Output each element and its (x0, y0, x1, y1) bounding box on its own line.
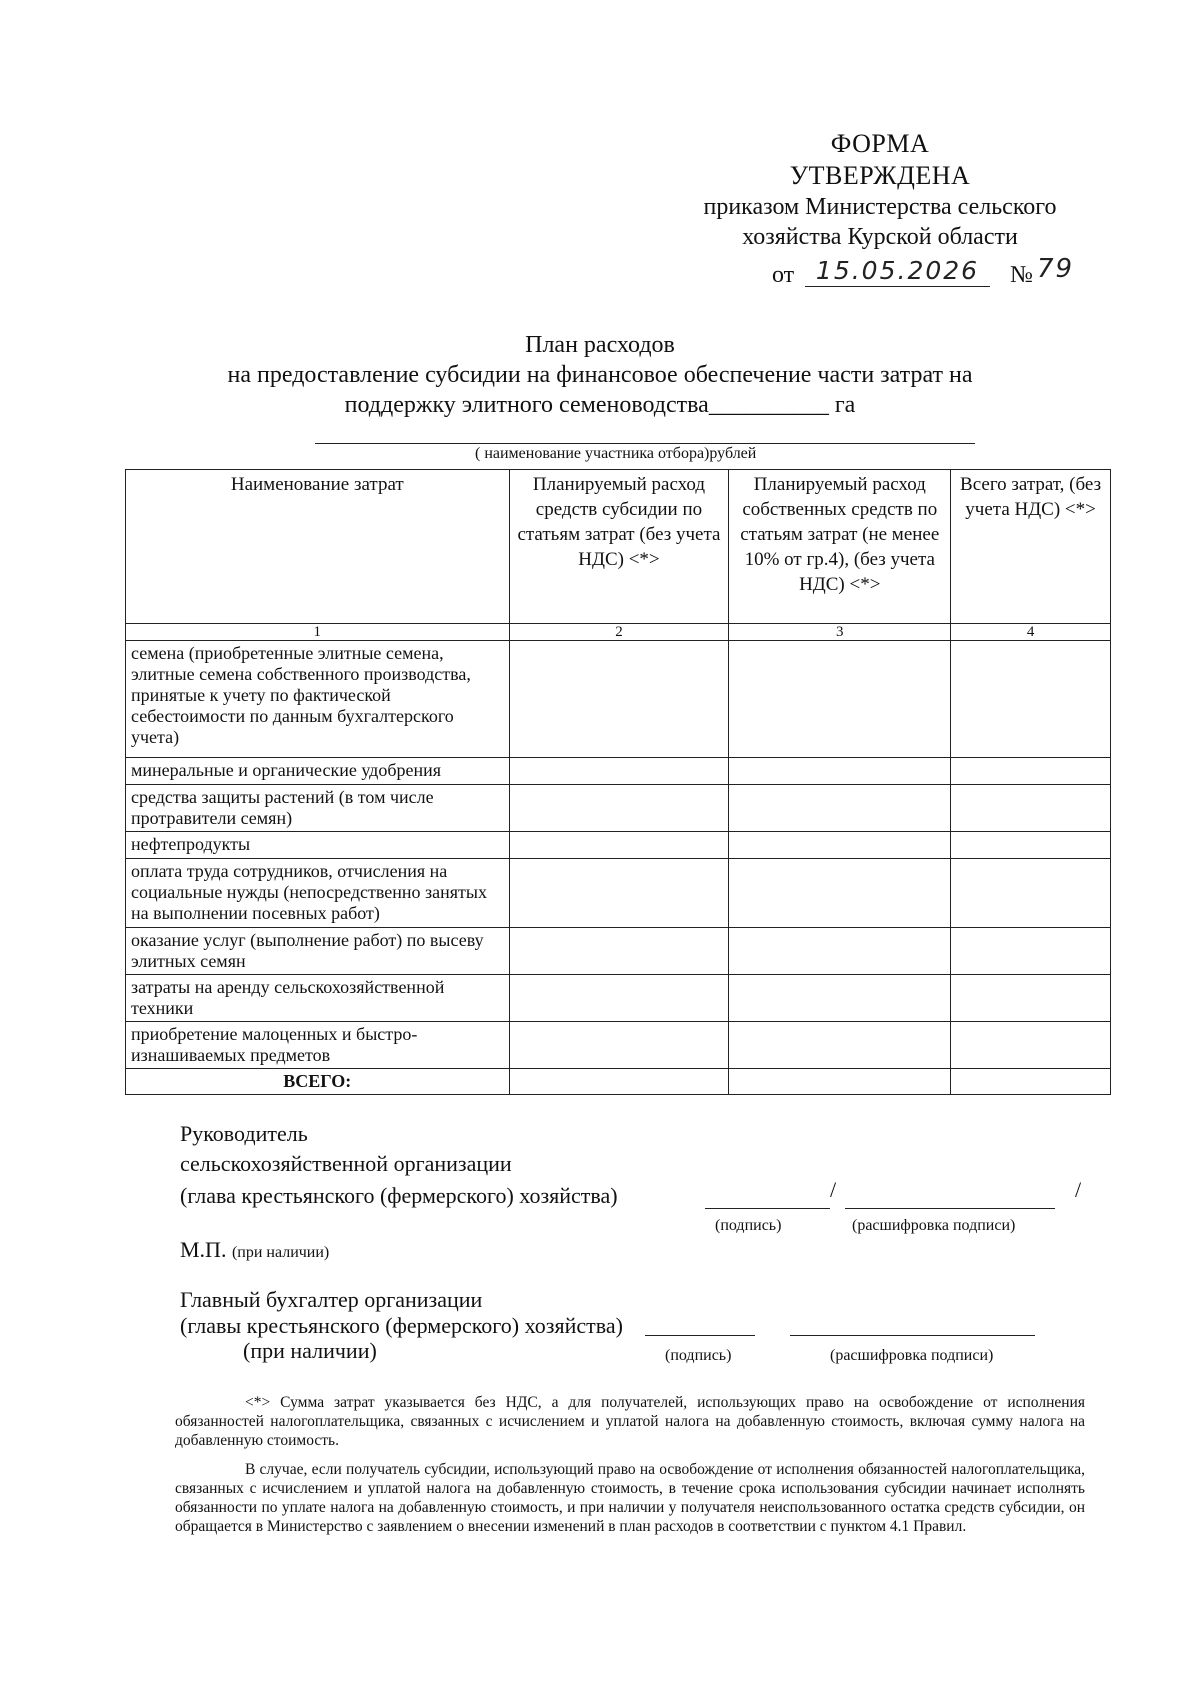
head-decode-caption: (расшифровка подписи) (852, 1217, 1016, 1234)
approval-date-number (772, 254, 1102, 302)
accountant-title-line3: (при наличии) (243, 1338, 377, 1363)
footnote-vat: <*> Сумма затрат указывается без НДС, а для получателей, использующих право на освобождение от исполнения обязанностей налогоплательщика, связанных с исчислением и уплатой налога на добавленную стоимость, включая сумму налога на добавленную стоимость. (175, 1394, 1085, 1449)
head-slash: / (830, 1177, 837, 1202)
cell-own-funds[interactable] (729, 975, 951, 1022)
form-label: ФОРМА (830, 129, 930, 158)
cell-subsidy[interactable] (509, 928, 729, 975)
doc-title: План расходов (525, 332, 675, 358)
hectare-blank: __________ (708, 392, 829, 418)
approval-number: 79 (1037, 254, 1075, 284)
row-label: оказание услуг (выполнение работ) по высеву элитных семян (126, 928, 510, 975)
column-number: 4 (951, 624, 1111, 641)
cell-own-funds[interactable] (729, 785, 951, 832)
row-label: минеральные и органические удобрения (126, 758, 510, 785)
table-row (126, 859, 1111, 928)
head-title-line3: (глава крестьянского (фермерского) хозяйства) (180, 1183, 618, 1208)
table-row (126, 1022, 1111, 1069)
table-row (126, 928, 1111, 975)
accountant-signature-line (645, 1335, 755, 1336)
head-slash-end: / (1075, 1177, 1082, 1202)
cell-own-funds[interactable] (729, 928, 951, 975)
cell-subsidy[interactable] (509, 832, 729, 859)
cell-total[interactable] (951, 832, 1111, 859)
row-label: средства защиты растений (в том числе протравители семян) (126, 785, 510, 832)
header-subsidy-plan: Планируемый расход средств субсидии по статьям затрат (без учета НДС) <*> (509, 470, 729, 624)
stamp-label: М.П. (180, 1237, 227, 1262)
column-number-row (126, 624, 1111, 641)
accountant-decode-line (790, 1335, 1035, 1336)
cell-subsidy[interactable] (509, 859, 729, 928)
header-own-funds-plan: Планируемый расход собственных средств по статьям затрат (не менее 10% от гр.4), (без учета НДС) <*> (729, 470, 951, 624)
cell-total[interactable] (951, 785, 1111, 832)
row-label: семена (приобретенные элитные семена, элитные семена собственного производства, принятые к учету по фактической себестоимости по данным бухгалтерского учета) (126, 641, 510, 758)
approved-label: УТВЕРЖДЕНА (789, 161, 971, 190)
head-title-line2: сельскохозяйственной организации (180, 1151, 512, 1176)
approval-block (660, 128, 1100, 252)
number-prefix: № (1010, 262, 1033, 288)
head-signature-line (705, 1208, 830, 1209)
head-decode-line (845, 1208, 1055, 1209)
row-label: затраты на аренду сельскохозяйственной техники (126, 975, 510, 1022)
footnote-vat-change: В случае, если получатель субсидии, использующий право на освобождение от исполнения обязанностей налогоплательщика, связанных с исчислением и уплатой налога на добавленную стоимость, в течение срока использования субсидии начинает исполнять обязанности по уплате налога на добавленную стоимость, и при наличии у получателя неиспользованного остатка средств субсидии, он обращается в Министерство с заявлением о внесении изменений в план расходов в соответствии с пунктом 4.1 Правил. (175, 1461, 1085, 1535)
cell-own-funds[interactable] (729, 1022, 951, 1069)
total-row (126, 1069, 1111, 1095)
cell-subsidy[interactable] (509, 975, 729, 1022)
cell-total[interactable] (951, 758, 1111, 785)
row-label: нефтепродукты (126, 832, 510, 859)
cell-total[interactable] (951, 928, 1111, 975)
table-row (126, 785, 1111, 832)
participant-name-line (315, 443, 975, 444)
column-number: 2 (509, 624, 729, 641)
total-label: ВСЕГО: (126, 1069, 510, 1095)
cell-subsidy[interactable] (509, 758, 729, 785)
header-cost-name: Наименование затрат (126, 470, 510, 624)
cell-own-funds[interactable] (729, 859, 951, 928)
table-header-row (126, 470, 1111, 624)
hectare-unit: га (834, 392, 856, 418)
column-number: 1 (126, 624, 510, 641)
cell-grand-total[interactable] (951, 1069, 1111, 1095)
head-sign-caption: (подпись) (715, 1217, 782, 1234)
column-number: 3 (729, 624, 951, 641)
stamp-place (180, 1236, 329, 1267)
cell-own-funds-total[interactable] (729, 1069, 951, 1095)
doc-subtitle-line2 (120, 390, 1080, 420)
cell-own-funds[interactable] (729, 758, 951, 785)
cell-subsidy[interactable] (509, 785, 729, 832)
header-total: Всего затрат, (без учета НДС) <*> (951, 470, 1111, 624)
accountant-decode-caption: (расшифровка подписи) (830, 1347, 994, 1364)
stamp-note: (при наличии) (231, 1244, 330, 1261)
cell-total[interactable] (951, 641, 1111, 758)
doc-subtitle-line1: на предоставление субсидии на финансовое обеспечение части затрат на (227, 362, 973, 388)
table-row (126, 758, 1111, 785)
approval-order-line2: хозяйства Курской области (742, 224, 1018, 250)
head-title-line1: Руководитель (180, 1121, 308, 1146)
subtitle-text: поддержку элитного семеноводства (344, 392, 709, 418)
expense-table (125, 469, 1111, 1095)
cell-total[interactable] (951, 1022, 1111, 1069)
table-row (126, 641, 1111, 758)
row-label: приобретение малоценных и быстро-изнашиваемых предметов (126, 1022, 510, 1069)
cell-total[interactable] (951, 975, 1111, 1022)
table-row (126, 832, 1111, 859)
accountant-title-line1: Главный бухгалтер организации (180, 1287, 483, 1312)
date-prefix: от (772, 262, 795, 288)
accountant-sign-caption: (подпись) (665, 1347, 732, 1364)
cell-own-funds[interactable] (729, 641, 951, 758)
participant-caption: ( наименование участника отбора)рублей (475, 445, 757, 462)
cell-own-funds[interactable] (729, 832, 951, 859)
cell-subsidy[interactable] (509, 641, 729, 758)
approval-order-line1: приказом Министерства сельского (703, 194, 1057, 220)
table-row (126, 975, 1111, 1022)
cell-subsidy[interactable] (509, 1022, 729, 1069)
row-label: оплата труда сотрудников, отчисления на социальные нужды (непосредственно занятых на выполнении посевных работ) (126, 859, 510, 928)
cell-subsidy-total[interactable] (509, 1069, 729, 1095)
approval-date: 15.05.2026 (805, 256, 990, 287)
accountant-title-line2: (главы крестьянского (фермерского) хозяйства) (180, 1313, 623, 1338)
cell-total[interactable] (951, 859, 1111, 928)
